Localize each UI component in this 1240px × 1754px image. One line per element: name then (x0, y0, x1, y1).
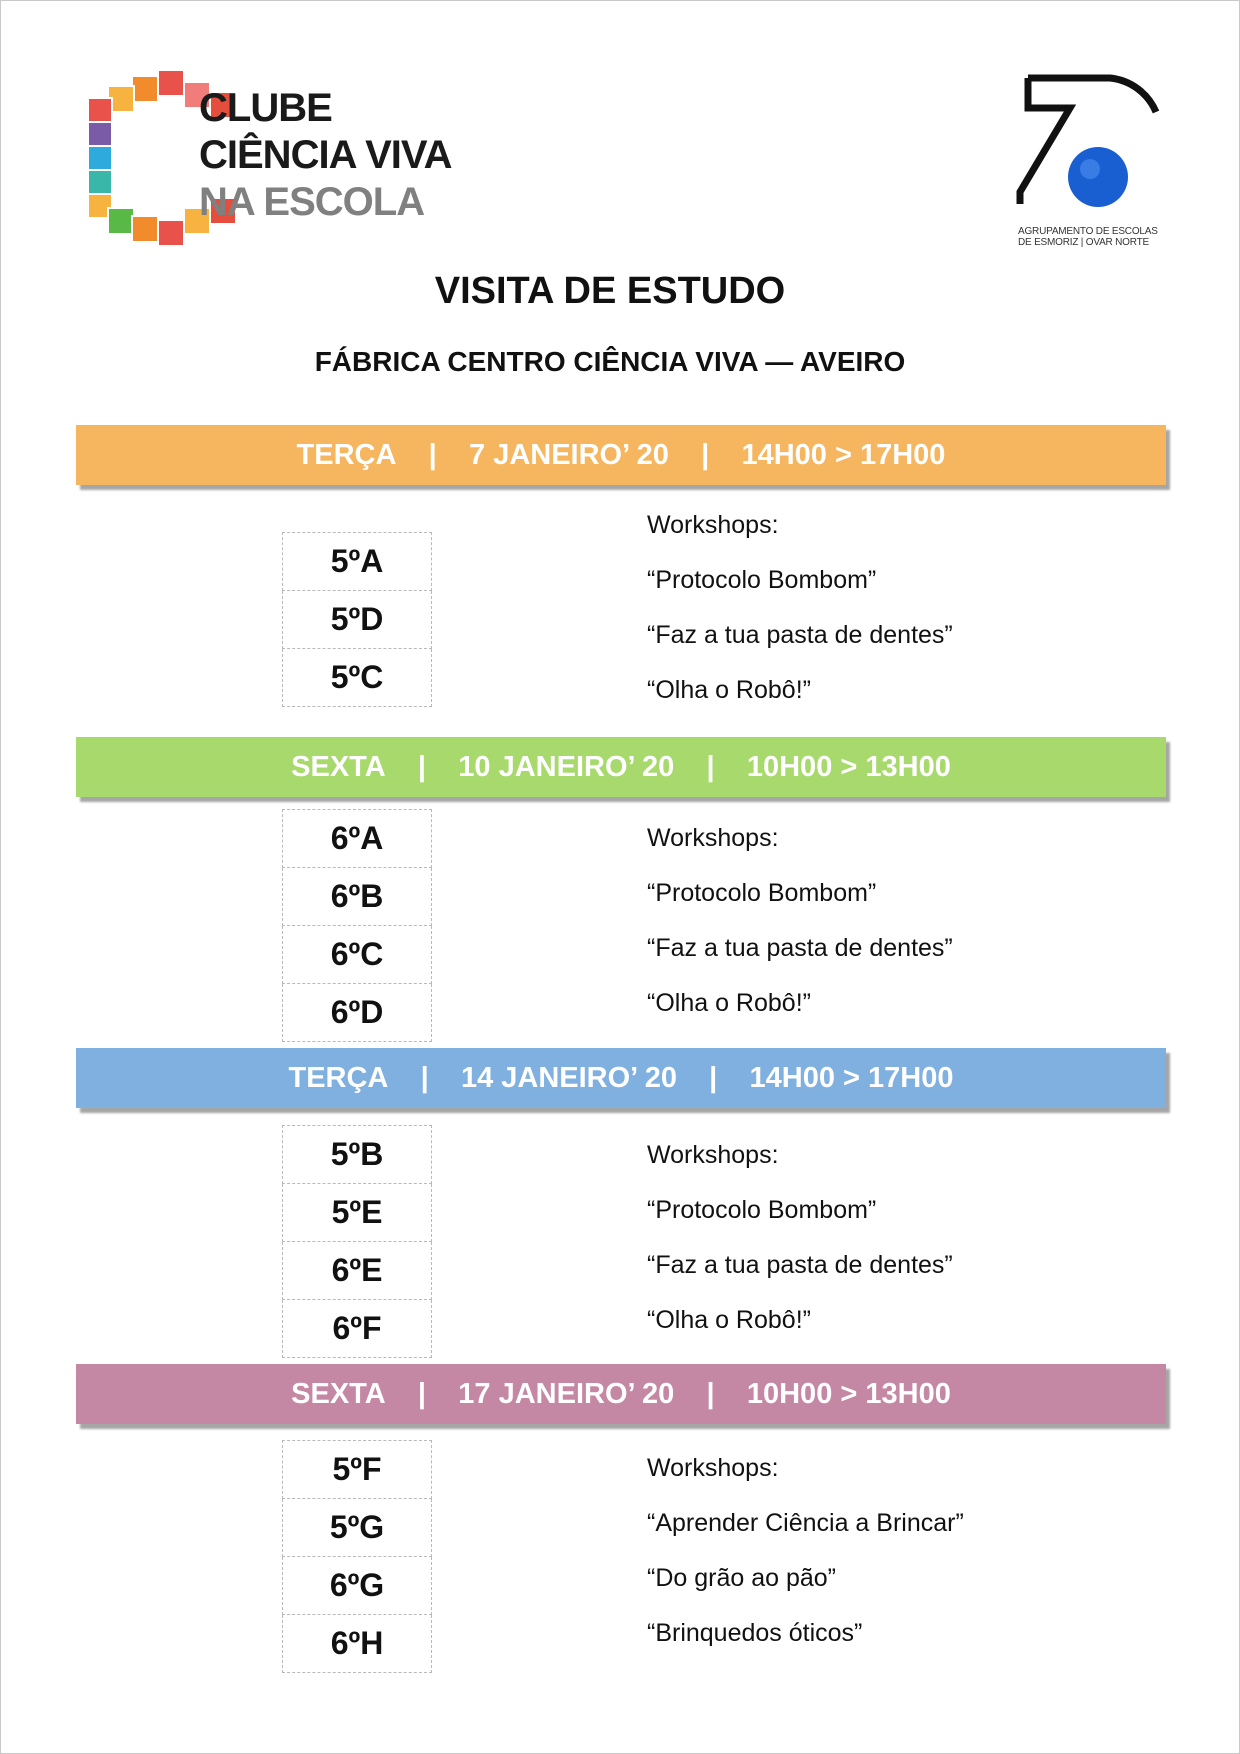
separator: | (676, 1062, 750, 1094)
class-cell: 6ºD (282, 984, 432, 1042)
workshop-item: “Brinquedos óticos” (647, 1619, 863, 1647)
session-2-time: 10H00 > 13H00 (746, 751, 951, 783)
workshop-item: “Aprender Ciência a Brincar” (647, 1509, 964, 1537)
page-subtitle: FÁBRICA CENTRO CIÊNCIA VIVA — AVEIRO (314, 346, 906, 377)
workshop-item: “Protocolo Bombom” (647, 566, 877, 594)
workshop-item: “Faz a tua pasta de dentes” (647, 621, 953, 649)
class-cell: 5ºC (282, 649, 432, 707)
school-name-line-1: AGRUPAMENTO DE ESCOLAS (1018, 226, 1158, 237)
session-2-date: 10 JANEIRO’ 20 (458, 751, 675, 783)
separator: | (668, 439, 742, 471)
session-2-day: SEXTA (291, 751, 386, 783)
session-2-classes (282, 809, 432, 1042)
class-cell: 5ºG (282, 1499, 432, 1557)
class-cell: 5ºA (282, 532, 432, 591)
workshop-item: “Faz a tua pasta de dentes” (647, 1251, 953, 1279)
separator: | (396, 439, 470, 471)
workshop-item: Workshops: (647, 1141, 779, 1169)
session-1-day: TERÇA (296, 439, 397, 471)
workshop-item: “Protocolo Bombom” (647, 879, 877, 907)
session-3-date: 14 JANEIRO’ 20 (460, 1062, 677, 1094)
class-cell: 6ºE (282, 1242, 432, 1300)
logo-line-2: CIÊNCIA VIVA (199, 133, 452, 177)
session-3-classes (282, 1125, 432, 1358)
session-4-classes (282, 1440, 432, 1673)
workshop-item: Workshops: (647, 511, 779, 539)
class-cell: 6ºG (282, 1557, 432, 1615)
session-3-workshops (647, 1128, 953, 1348)
session-4-band (76, 1364, 1166, 1424)
session-4-date: 17 JANEIRO’ 20 (458, 1378, 675, 1410)
workshop-item: “Olha o Robô!” (647, 676, 811, 704)
class-cell: 5ºD (282, 591, 432, 649)
workshop-item: “Olha o Robô!” (647, 1306, 811, 1334)
session-1-date: 7 JANEIRO’ 20 (469, 439, 669, 471)
session-3-day: TERÇA (288, 1062, 389, 1094)
separator: | (385, 751, 459, 783)
workshop-item: “Do grão ao pão” (647, 1564, 837, 1592)
class-cell: 5ºF (282, 1440, 432, 1499)
school-group-logo-icon (1010, 72, 1170, 222)
logo-line-1: CLUBE (199, 86, 332, 130)
page-title: VISITA DE ESTUDO (434, 270, 786, 312)
session-1-time: 14H00 > 17H00 (741, 439, 946, 471)
class-cell: 5ºE (282, 1184, 432, 1242)
session-1-workshops (647, 498, 953, 718)
workshop-item: “Protocolo Bombom” (647, 1196, 877, 1224)
school-name-line-2: DE ESMORIZ | OVAR NORTE (1018, 237, 1149, 248)
session-3-time: 14H00 > 17H00 (749, 1062, 954, 1094)
session-2-workshops (647, 811, 953, 1031)
separator: | (385, 1378, 459, 1410)
session-4-day: SEXTA (291, 1378, 386, 1410)
class-cell: 6ºB (282, 868, 432, 926)
separator: | (674, 751, 747, 783)
session-3-band (76, 1048, 1166, 1108)
logo-line-3: NA ESCOLA (199, 180, 425, 224)
class-cell: 6ºF (282, 1300, 432, 1358)
session-2-band (76, 737, 1166, 797)
session-4-time: 10H00 > 13H00 (746, 1378, 951, 1410)
class-cell: 5ºB (282, 1125, 432, 1184)
workshop-item: Workshops: (647, 1454, 779, 1482)
workshop-item: “Faz a tua pasta de dentes” (647, 934, 953, 962)
workshop-item: Workshops: (647, 824, 779, 852)
class-cell: 6ºC (282, 926, 432, 984)
class-cell: 6ºH (282, 1615, 432, 1673)
separator: | (674, 1378, 747, 1410)
session-1-band (76, 425, 1166, 485)
class-cell: 6ºA (282, 809, 432, 868)
session-1-classes (282, 532, 432, 707)
separator: | (388, 1062, 461, 1094)
workshop-item: “Olha o Robô!” (647, 989, 811, 1017)
session-4-workshops (647, 1441, 964, 1661)
